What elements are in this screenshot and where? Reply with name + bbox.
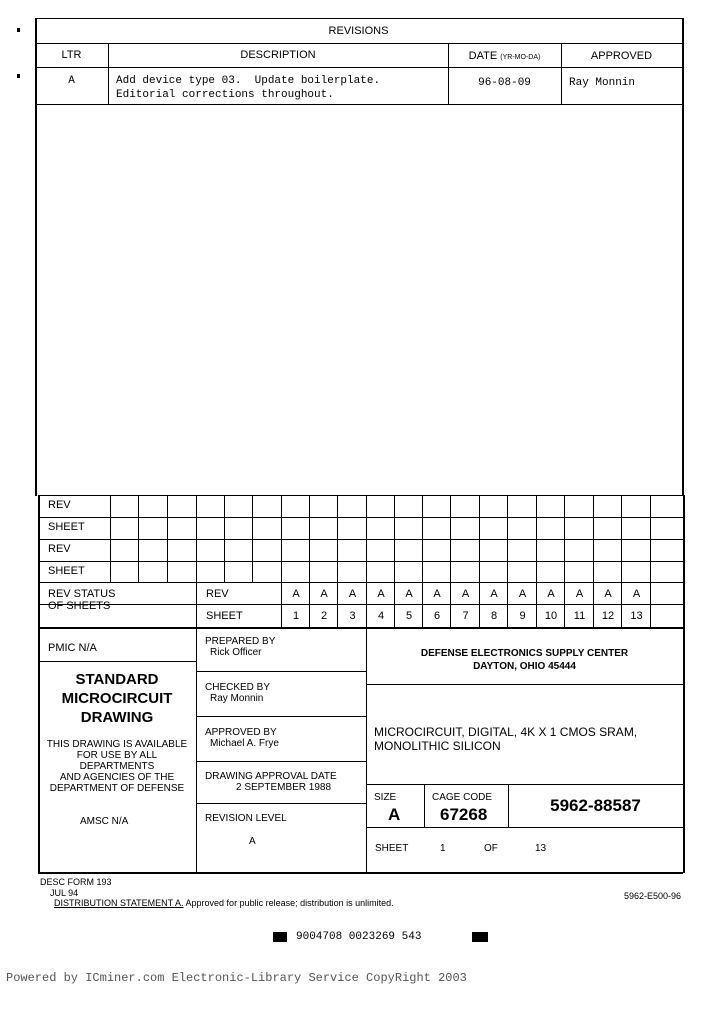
drawing-title: MONOLITHIC SILICON [374, 739, 501, 753]
grid-label-rev: REV [48, 499, 71, 511]
status-sheet-cell: 13 [630, 610, 643, 622]
barcode-block [273, 932, 287, 942]
date-header: DATE (YR-MO-DA) [468, 50, 541, 62]
status-rev-cell: A [632, 588, 641, 600]
grid-divider [252, 495, 253, 582]
availability-line: DEPARTMENTS [79, 761, 155, 772]
status-rev-cell: A [433, 588, 441, 600]
standard-title: STANDARD [75, 671, 159, 688]
grid-divider [281, 495, 282, 582]
status-sheet-cell: 12 [601, 610, 615, 622]
sheet-number: 1 [440, 843, 446, 854]
standard-title: DRAWING [80, 709, 154, 726]
revision-date: 96-08-09 [478, 77, 531, 89]
status-rev-cell: A [490, 588, 498, 600]
grid-label-rev: REV [48, 543, 71, 555]
margin-mark [17, 74, 20, 78]
availability-line: DEPARTMENT OF DEFENSE [49, 783, 185, 794]
grid-divider [621, 495, 622, 582]
status-rev-cell: A [518, 588, 527, 600]
sheet-total: 13 [535, 843, 547, 854]
status-sheet-cell: 7 [462, 610, 469, 622]
grid-divider [450, 495, 451, 582]
cage-code-label: CAGE CODE [432, 792, 493, 803]
availability-line: AND AGENCIES OF THE [59, 772, 175, 783]
status-sheet-cell: 5 [405, 610, 413, 622]
revisions-title: REVISIONS [328, 25, 389, 37]
approved-by: Michael A. Frye [210, 738, 279, 749]
grid-divider [167, 495, 168, 582]
grid-divider [138, 495, 139, 582]
grid-divider [479, 495, 480, 582]
status-rev-cell: A [292, 588, 300, 600]
rev-status-label: REV STATUS [48, 588, 116, 600]
barcode-block [472, 932, 488, 942]
grid-divider [366, 495, 367, 582]
barcode-number: 9004708 0023269 543 [296, 931, 422, 943]
grid-divider [394, 495, 395, 582]
grid-divider [422, 495, 423, 582]
size-value: A [388, 805, 401, 824]
approved-header: APPROVED [590, 50, 653, 62]
distribution-statement: DISTRIBUTION STATEMENT A. Approved for public release; distribution is unlimited. [54, 898, 394, 908]
revision-level-label: REVISION LEVEL [205, 813, 287, 824]
grid-label-sheet: SHEET [48, 521, 85, 533]
status-sheet-cell: 10 [544, 610, 558, 622]
status-sheet-cell: 4 [377, 610, 385, 622]
grid-divider [564, 495, 565, 582]
revision-level: A [249, 836, 256, 847]
sheet-label: SHEET [375, 843, 409, 854]
form-number: DESC FORM 193 [40, 877, 112, 887]
grid-label-sheet: SHEET [48, 565, 85, 577]
availability-line: FOR USE BY ALL [76, 750, 158, 761]
revision-ltr: A [68, 75, 75, 87]
grid-divider [536, 495, 537, 582]
revision-description-line1: Add device type 03. Update boilerplate. [116, 75, 381, 87]
status-rev-cell: A [320, 588, 328, 600]
ltr-header: LTR [61, 49, 82, 61]
form-date: JUL 94 [50, 888, 79, 898]
prepared-label: PREPARED BY [205, 636, 276, 647]
grid-divider [650, 495, 651, 582]
powered-by-notice: Powered by ICminer.com Electronic-Library Service CopyRight 2003 [6, 971, 467, 985]
status-rev-cell: A [405, 588, 413, 600]
status-rev-cell: A [575, 588, 584, 600]
prepared-by: Rick Officer [210, 647, 262, 658]
status-sheet-cell: 3 [349, 610, 356, 622]
grid-divider [309, 495, 310, 582]
grid-divider [196, 495, 197, 582]
agency-name: DEFENSE ELECTRONICS SUPPLY CENTER [420, 648, 629, 659]
status-rev-cell: A [377, 588, 385, 600]
cage-code: 67268 [440, 805, 488, 824]
pmic: PMIC N/A [48, 642, 97, 654]
amsc: AMSC N/A [80, 816, 129, 827]
status-sheet-cell: 2 [320, 610, 328, 622]
agency-location: DAYTON, OHIO 45444 [473, 661, 576, 672]
approval-date: 2 SEPTEMBER 1988 [236, 782, 332, 793]
approval-date-label: DRAWING APPROVAL DATE [205, 771, 337, 782]
status-sheet-cell: 1 [292, 610, 300, 622]
checked-by: Ray Monnin [210, 693, 264, 704]
grid-divider [337, 495, 338, 582]
rev-status-sheet-label: SHEET [206, 610, 243, 622]
drawing-title: MICROCIRCUIT, DIGITAL, 4K X 1 CMOS SRAM, [374, 725, 638, 739]
revision-approved: Ray Monnin [569, 77, 636, 89]
status-rev-cell: A [547, 588, 555, 600]
standard-title: MICROCIRCUIT [61, 690, 173, 707]
revision-description-line2: Editorial corrections throughout. [116, 89, 334, 101]
grid-divider [224, 495, 225, 582]
checked-label: CHECKED BY [205, 682, 271, 693]
form-code: 5962-E500-96 [624, 891, 682, 901]
approved-label: APPROVED BY [205, 727, 277, 738]
status-sheet-cell: 8 [490, 610, 498, 622]
description-header: DESCRIPTION [240, 49, 316, 61]
drawing-number: 5962-88587 [550, 796, 641, 815]
grid-divider [593, 495, 594, 582]
status-rev-cell: A [604, 588, 612, 600]
margin-mark [17, 28, 20, 32]
grid-divider [507, 495, 508, 582]
of-label: OF [484, 843, 498, 854]
status-sheet-cell: 6 [433, 610, 441, 622]
size-label: SIZE [374, 792, 397, 803]
status-sheet-cell: 11 [573, 610, 586, 622]
rev-status-rev-label: REV [206, 588, 229, 600]
rev-status-label: OF SHEETS [48, 600, 111, 612]
availability-line: THIS DRAWING IS AVAILABLE [46, 739, 188, 750]
status-rev-cell: A [461, 588, 470, 600]
status-sheet-cell: 9 [519, 610, 526, 622]
status-rev-cell: A [348, 588, 357, 600]
